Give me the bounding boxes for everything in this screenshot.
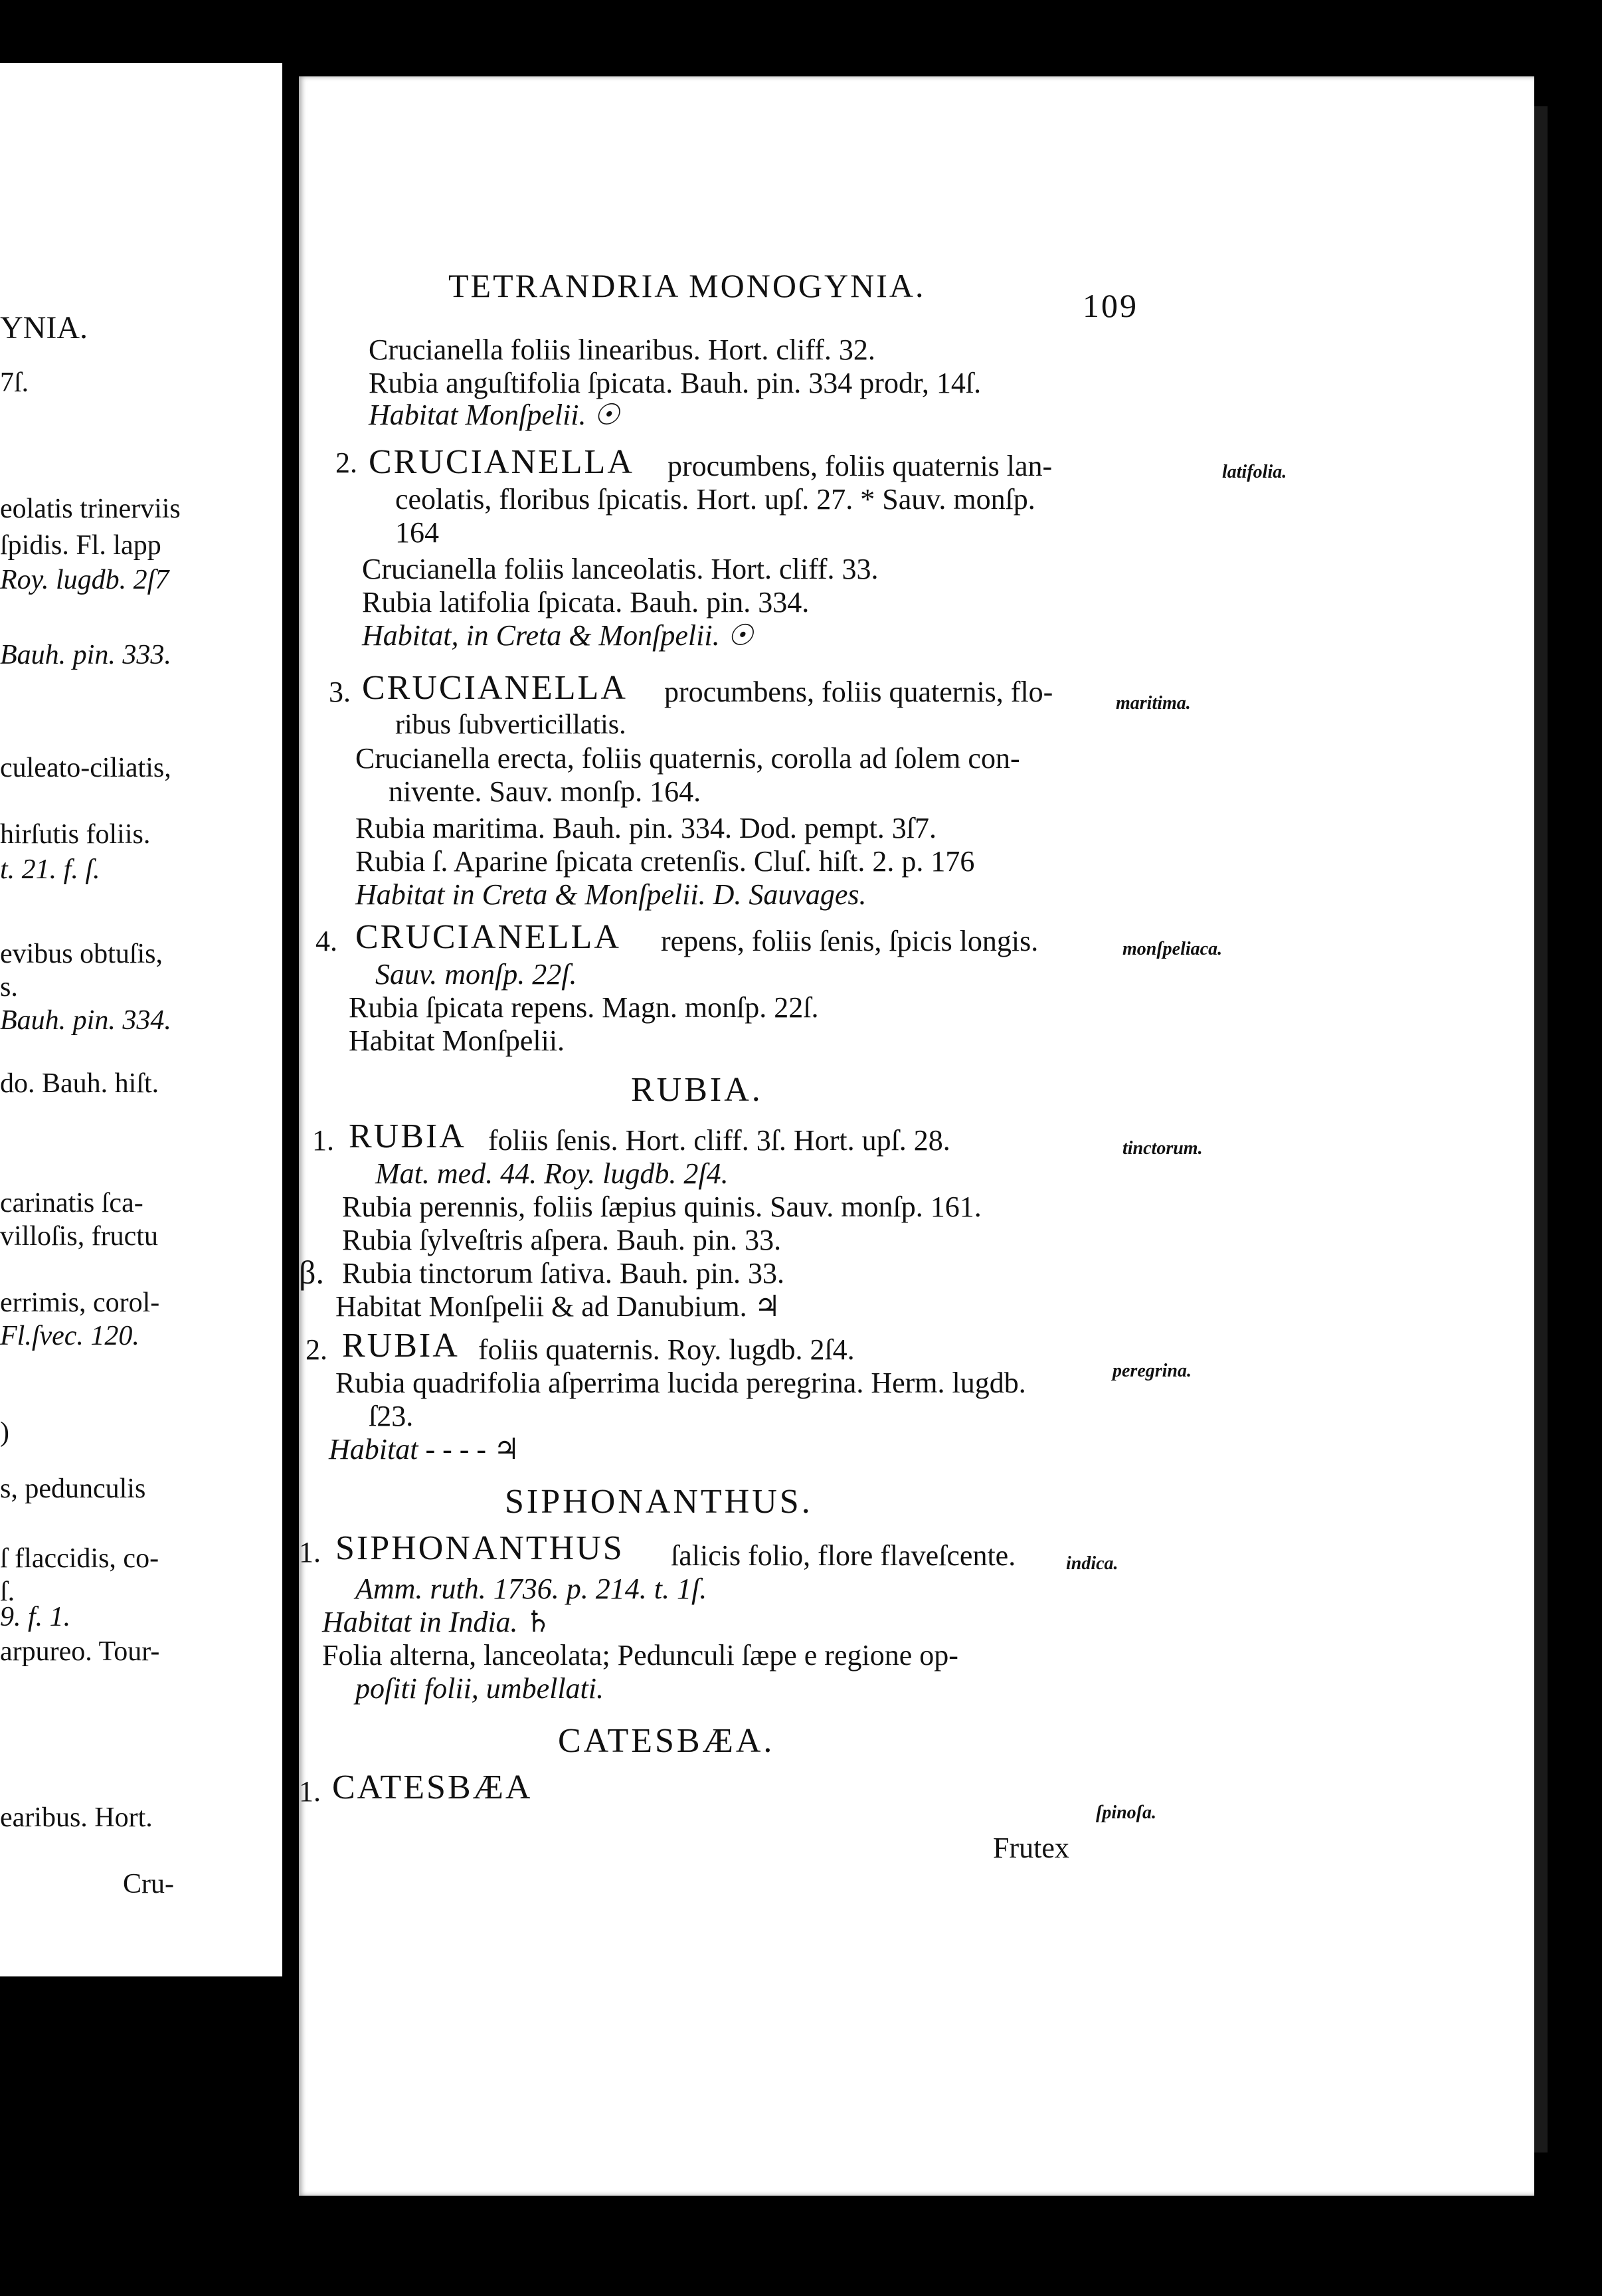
text-line: foliis ſenis. Hort. cliff. 3ſ. Hort. upſ. 28. [488, 1124, 950, 1157]
text-line: Crucianella foliis lanceolatis. Hort. cliff. 33. [362, 553, 879, 585]
text-line: Habitat in Creta & Monſpelii. D. Sauvages. [355, 878, 867, 911]
genus-name: CATESBÆA [332, 1769, 533, 1806]
text-line: Rubia ſpicata repens. Magn. monſp. 22ſ. [349, 991, 819, 1024]
left-page-line: YNIA. [0, 310, 88, 345]
trivial-name: tinctorum. [1122, 1138, 1203, 1159]
text-line: ſ23. [369, 1400, 414, 1432]
text-line: nivente. Sauv. monſp. 164. [389, 775, 701, 808]
trivial-name: peregrina. [1112, 1361, 1192, 1381]
text-line: foliis quaternis. Roy. lugdb. 2ſ4. [478, 1333, 855, 1366]
genus-heading: CATESBÆA. [558, 1722, 775, 1760]
right-page [299, 76, 1534, 2196]
text-line: Habitat in India. ♄ [322, 1606, 551, 1638]
left-page-line: s, pedunculis [0, 1474, 146, 1504]
genus-name: CRUCIANELLA [355, 918, 621, 956]
text-line: Amm. ruth. 1736. p. 214. t. 1ſ. [355, 1573, 707, 1605]
species-number: 4. [315, 925, 337, 957]
genus-name: CRUCIANELLA [369, 443, 634, 481]
text-line: Crucianella foliis linearibus. Hort. cliff. 32. [369, 334, 875, 366]
text-line: 164 [395, 516, 439, 549]
species-number: 2. [335, 446, 357, 479]
left-page-line: villoſis, fructu [0, 1221, 158, 1252]
left-page-line: arpureo. Tour- [0, 1636, 160, 1667]
text-line: ſalicis folio, flore flaveſcente. [671, 1539, 1016, 1572]
species-number: 1. [312, 1124, 334, 1157]
left-page-line: Roy. lugdb. 2ſ7 [0, 565, 169, 595]
text-line: Rubia tinctorum ſativa. Bauh. pin. 33. [342, 1257, 785, 1290]
species-number: 3. [329, 676, 351, 708]
trivial-name: ſpinoſa. [1096, 1802, 1156, 1823]
trivial-name: monſpeliaca. [1122, 939, 1223, 959]
left-page-line: earibus. Hort. [0, 1802, 153, 1833]
text-line: Habitat - - - - ♃ [329, 1433, 520, 1466]
left-page-line: evibus obtuſis, [0, 939, 163, 969]
left-page-line: ſ. [0, 1577, 15, 1607]
variety-marker: β. [299, 1254, 324, 1291]
text-line: Folia alterna, lanceolata; Pedunculi ſæpe e regione op- [322, 1639, 958, 1672]
genus-name: RUBIA [342, 1327, 460, 1365]
genus-name: RUBIA [349, 1117, 466, 1155]
left-page-line: Bauh. pin. 334. [0, 1005, 171, 1036]
left-page-line: ſpidis. Fl. lapp [0, 530, 161, 561]
text-line: ceolatis, floribus ſpicatis. Hort. upſ. 27. * Sauv. monſp. [395, 483, 1035, 516]
left-page-line: Bauh. pin. 333. [0, 640, 171, 670]
text-line: Rubia perennis, foliis ſæpius quinis. Sauv. monſp. 161. [342, 1191, 982, 1223]
text-line: poſiti folii, umbellati. [355, 1672, 604, 1705]
species-number: 1. [299, 1536, 321, 1569]
left-page-line: ſ flaccidis, co- [0, 1543, 159, 1574]
text-line: ribus ſubverticillatis. [395, 710, 626, 740]
text-line: Habitat Monſpelii & ad Danubium. ♃ [335, 1290, 781, 1323]
text-line: repens, foliis ſenis, ſpicis longis. [661, 925, 1039, 957]
trivial-name: maritima. [1116, 693, 1191, 714]
text-line: Habitat Monſpelii. [349, 1024, 565, 1057]
genus-heading: SIPHONANTHUS. [505, 1483, 813, 1521]
text-line: Mat. med. 44. Roy. lugdb. 2ſ4. [375, 1157, 729, 1190]
text-line: procumbens, foliis quaternis lan- [668, 450, 1053, 482]
running-head: TETRANDRIA MONOGYNIA. [448, 267, 926, 304]
text-line: Rubia ſ. Aparine ſpicata cretenſis. Cluſ. hiſt. 2. p. 176 [355, 845, 975, 878]
left-page-line: do. Bauh. hiſt. [0, 1068, 159, 1099]
catchword: Frutex [993, 1832, 1069, 1864]
left-facing-page [0, 63, 282, 1976]
left-page-line: 7ſ. [0, 367, 29, 398]
left-page-line: Fl.ſvec. 120. [0, 1321, 139, 1351]
left-page-line: 9. f. 1. [0, 1602, 71, 1632]
left-page-line: t. 21. f. ſ. [0, 854, 100, 885]
left-page-line: s. [0, 972, 18, 1003]
left-page-line: carinatis ſca- [0, 1188, 143, 1218]
page-number: 109 [1083, 287, 1138, 324]
text-line: Rubia anguſtifolia ſpicata. Bauh. pin. 334 prodr, 14ſ. [369, 367, 982, 399]
text-line: Rubia quadrifolia aſperrima lucida peregrina. Herm. lugdb. [335, 1367, 1026, 1399]
book-page-edge [1534, 106, 1548, 2152]
left-page-line: errimis, corol- [0, 1288, 160, 1318]
genus-name: SIPHONANTHUS [335, 1529, 624, 1567]
text-line: Rubia ſylveſtris aſpera. Bauh. pin. 33. [342, 1224, 782, 1256]
left-page-line: Cru- [123, 1869, 174, 1899]
text-line: Habitat Monſpelii. ☉ [369, 399, 620, 431]
genus-name: CRUCIANELLA [362, 669, 628, 707]
left-page-line: culeato-ciliatis, [0, 753, 171, 783]
left-page-line: eolatis trinerviis [0, 494, 181, 524]
text-line: Rubia maritima. Bauh. pin. 334. Dod. pempt. 3ſ7. [355, 812, 937, 844]
text-line: Habitat, in Creta & Monſpelii. ☉ [362, 619, 754, 652]
text-line: Rubia latifolia ſpicata. Bauh. pin. 334. [362, 586, 810, 619]
species-number: 1. [299, 1775, 321, 1808]
genus-heading: RUBIA. [631, 1071, 763, 1109]
left-page-line: hirſutis foliis. [0, 819, 151, 850]
species-number: 2. [306, 1333, 327, 1366]
text-line: procumbens, foliis quaternis, flo- [664, 676, 1053, 708]
trivial-name: latifolia. [1222, 462, 1287, 482]
text-line: Sauv. monſp. 22ſ. [375, 958, 577, 991]
left-page-line: ) [0, 1417, 9, 1448]
trivial-name: indica. [1066, 1553, 1118, 1574]
text-line: Crucianella erecta, foliis quaternis, corolla ad ſolem con- [355, 742, 1020, 775]
